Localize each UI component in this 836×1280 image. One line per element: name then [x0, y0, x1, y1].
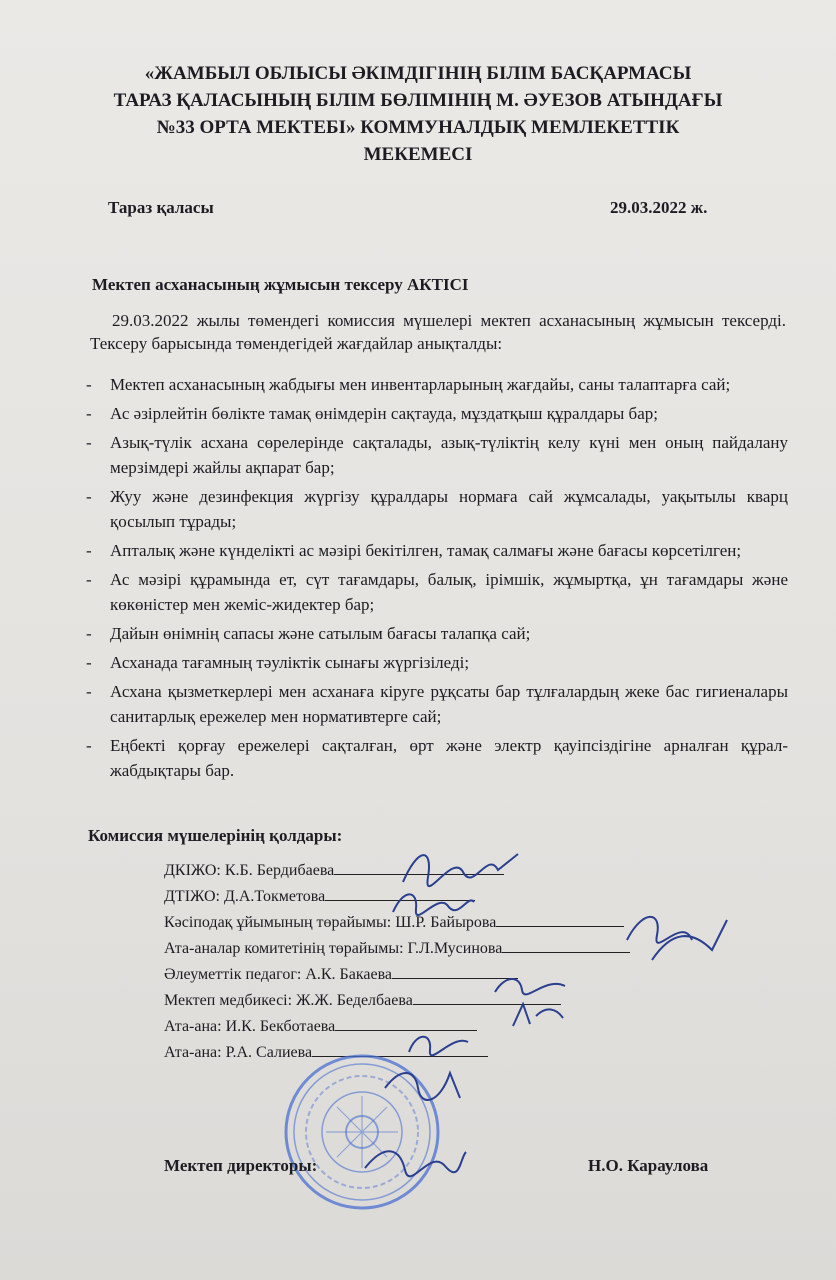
header-line-4: МЕКЕМЕСІ: [363, 144, 473, 165]
header-line-1: «ЖАМБЫЛ ОБЛЫСЫ ӘКІМДІГІНІҢ БІЛІМ БАСҚАРМАСЫ: [144, 63, 692, 84]
list-dash: -: [86, 375, 92, 394]
signature-scribble-icon: [404, 1028, 474, 1060]
list-dash: -: [86, 404, 92, 423]
signature-row: [164, 938, 630, 964]
act-title: Мектеп асханасының жұмысын тексеру АКТІСІ: [92, 275, 469, 294]
header-line-3: №33 ОРТА МЕКТЕБІ» КОММУНАЛДЫҚ МЕМЛЕКЕТТІК: [156, 117, 680, 138]
signatory-name: Ата-ана: Р.А. Салиева: [164, 1044, 313, 1061]
signature-scribble-icon: [388, 884, 478, 920]
list-item: [86, 650, 788, 675]
finding-text: Еңбекті қорғау ережелері сақталған, өрт және электр қауіпсіздігіне арналған құрал-жабдықтары бар.: [110, 736, 788, 780]
list-item: [86, 567, 788, 617]
finding-text: Дайын өнімнің сапасы және сатылым бағасы талапқа сай;: [110, 624, 531, 643]
signature-scribble-icon: [490, 970, 570, 1000]
findings-list: [86, 372, 788, 787]
list-item: [86, 538, 788, 563]
list-item: [86, 484, 788, 534]
finding-text: Мектеп асханасының жабдығы мен инвентарларының жағдайы, саны талаптарға сай;: [110, 375, 731, 394]
header-line-2: ТАРАЗ ҚАЛАСЫНЫҢ БІЛІМ БӨЛІМІНІҢ М. ӘУЕЗОВ АТЫНДАҒЫ: [113, 90, 723, 111]
list-item: [86, 733, 788, 783]
finding-text: Апталық және күнделікті ас мәзірі бекітілген, тамақ салмағы және бағасы көрсетілген;: [110, 541, 742, 560]
document-header: [80, 60, 756, 168]
document-date: 29.03.2022 ж.: [610, 198, 708, 217]
list-dash: -: [86, 487, 92, 506]
finding-text: Ас әзірлейтін бөлікте тамақ өнімдерін сақтауда, мұздатқыш құралдары бар;: [110, 404, 658, 423]
signatory-name: ДКІЖО: К.Б. Бердибаева: [164, 862, 335, 879]
signature-scribble-icon: [380, 1058, 470, 1108]
signature-scribble-icon: [622, 900, 732, 970]
signatory-name: Ата-аналар комитетінің төрайымы: Г.Л.Мусинова: [164, 940, 503, 957]
signatory-name: ДТІЖО: Д.А.Токметова: [164, 888, 326, 905]
finding-text: Азық-түлік асхана сөрелерінде сақталады, азық-түліктің келу күні мен оның пайдалану мерзімдері жайлы ақпарат бар;: [110, 433, 788, 477]
list-dash: -: [86, 736, 92, 755]
list-item: [86, 430, 788, 480]
signature-line: [496, 912, 624, 927]
list-item: [86, 401, 788, 426]
signature-scribble-icon: [508, 998, 568, 1032]
finding-text: Жуу және дезинфекция жүргізу құралдары нормаға сай жұмсалады, уақытылы кварц қосылып тұрады;: [110, 487, 788, 531]
list-dash: -: [86, 682, 92, 701]
signatory-name: Кәсіподақ ұйымының төрайымы: Ш.Р. Байырова: [164, 914, 497, 931]
intro-paragraph: 29.03.2022 жылы төмендегі комиссия мүшелері мектеп асханасының жұмысын тексерді. Тексеру барысында төмендегідей жағдайлар анықталды:: [90, 311, 786, 353]
list-item: [86, 621, 788, 646]
list-dash: -: [86, 624, 92, 643]
list-dash: -: [86, 570, 92, 589]
director-name: Н.О. Караулова: [588, 1156, 709, 1175]
signatory-name: Ата-ана: И.К. Бекботаева: [164, 1018, 336, 1035]
signature-line: [502, 938, 630, 953]
finding-text: Асхана қызметкерлері мен асханаға кіруге рұқсаты бар тұлғалардың жеке бас гигиеналары санитарлық ережелер мен нормативтерге сай;: [110, 682, 788, 726]
signature-scribble-icon: [360, 1138, 470, 1188]
list-item: [86, 372, 788, 397]
list-dash: -: [86, 653, 92, 672]
city-name: Тараз қаласы: [108, 198, 214, 217]
signatory-name: Мектеп медбикесі: Ж.Ж. Беделбаева: [164, 992, 413, 1009]
director-label: Мектеп директоры:: [164, 1156, 318, 1175]
finding-text: Ас мәзірі құрамында ет, сүт тағамдары, балық, ірімшік, жұмыртқа, ұн тағамдары және көкөністер мен жеміс-жидектер бар;: [110, 570, 788, 614]
list-dash: -: [86, 433, 92, 452]
list-dash: -: [86, 541, 92, 560]
list-item: [86, 679, 788, 729]
signatures-title: Комиссия мүшелерінің қолдары:: [88, 826, 343, 845]
finding-text: Асханада тағамның тәуліктік сынағы жүргізіледі;: [110, 653, 470, 672]
signatory-name: Әлеуметтік педагог: А.К. Бакаева: [164, 966, 393, 983]
